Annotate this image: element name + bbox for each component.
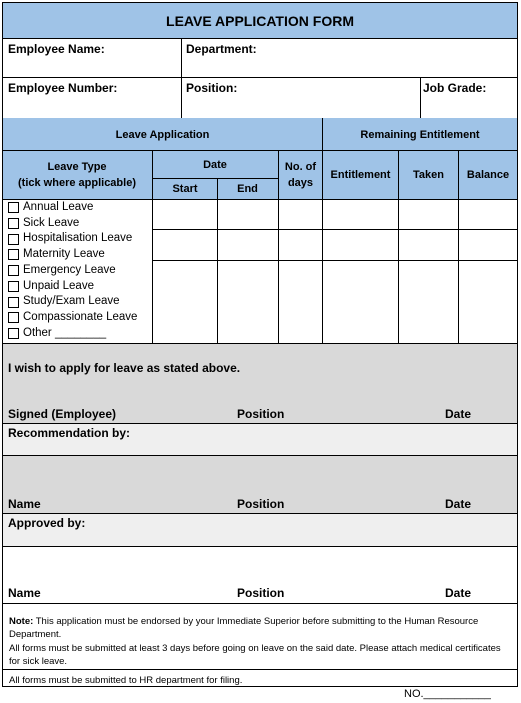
leave-option-hospitalisation[interactable]: Hospitalisation Leave xyxy=(8,231,156,247)
leave-option-study-exam[interactable]: Study/Exam Leave xyxy=(8,294,156,310)
position-label: Position: xyxy=(186,81,238,95)
checkbox-icon[interactable] xyxy=(8,202,19,213)
job-grade-label: Job Grade: xyxy=(423,81,487,95)
checkbox-icon[interactable] xyxy=(8,265,19,276)
approval-position-label: Position xyxy=(237,586,285,600)
section-leave-application: Leave Application xyxy=(115,128,210,141)
leave-option-compassionate[interactable]: Compassionate Leave xyxy=(8,310,156,326)
leave-option-unpaid[interactable]: Unpaid Leave xyxy=(8,279,156,295)
leave-type-header xyxy=(3,151,151,199)
apply-position-label: Position xyxy=(237,407,285,421)
recommendation-position-label: Position xyxy=(237,497,285,511)
checkbox-icon[interactable] xyxy=(8,297,19,308)
checkbox-icon[interactable] xyxy=(8,328,19,339)
taken-header: Taken xyxy=(413,169,444,181)
checkbox-icon[interactable] xyxy=(8,312,19,323)
no-of-days-header xyxy=(279,151,322,199)
end-header: End xyxy=(237,183,258,195)
recommendation-date-label: Date xyxy=(445,497,472,511)
leave-option-other[interactable]: Other ________ xyxy=(8,326,156,342)
approval-date-label: Date xyxy=(445,586,472,600)
employee-name-label: Employee Name: xyxy=(8,42,105,56)
employee-number-label: Employee Number: xyxy=(8,81,118,95)
checkbox-icon[interactable] xyxy=(8,281,19,292)
leave-option-emergency[interactable]: Emergency Leave xyxy=(8,263,156,279)
note-hr-filing: All forms must be submitted to HR department for filing. xyxy=(9,675,243,686)
balance-header: Balance xyxy=(466,169,510,181)
department-label: Department: xyxy=(186,42,257,56)
apply-statement: I wish to apply for leave as stated above. xyxy=(8,361,241,375)
leave-type-header-line2: (tick where applicable) xyxy=(18,177,136,189)
checkbox-icon[interactable] xyxy=(8,234,19,245)
department-field[interactable] xyxy=(3,40,180,76)
recommendation-name-label: Name xyxy=(8,497,41,511)
signed-employee-label: Signed (Employee) xyxy=(8,407,117,421)
approval-name-label: Name xyxy=(8,586,41,600)
checkbox-icon[interactable] xyxy=(8,249,19,260)
leave-option-annual[interactable]: Annual Leave xyxy=(8,200,156,216)
form-title: LEAVE APPLICATION FORM xyxy=(3,3,517,39)
leave-type-list xyxy=(8,200,156,341)
form-number-label: NO.___________ xyxy=(404,688,491,700)
leave-option-sick[interactable]: Sick Leave xyxy=(8,216,156,232)
no-of-days-line2: days xyxy=(287,177,314,189)
note-submission-deadline: All forms must be submitted at least 3 days before going on leave on the said date. Please attach medical certificates for sick leave. xyxy=(9,643,501,667)
leave-type-header-line1: Leave Type xyxy=(47,161,107,173)
checkbox-icon[interactable] xyxy=(8,218,19,229)
leave-application-form xyxy=(2,2,518,687)
date-header: Date xyxy=(203,158,227,171)
approved-by-label: Approved by: xyxy=(8,516,86,530)
recommendation-label: Recommendation by: xyxy=(8,426,131,440)
start-header: Start xyxy=(172,183,198,195)
section-remaining-entitlement: Remaining Entitlement xyxy=(360,128,480,141)
no-of-days-line1: No. of xyxy=(284,161,317,173)
leave-option-maternity[interactable]: Maternity Leave xyxy=(8,247,156,263)
apply-date-label: Date xyxy=(445,407,472,421)
entitlement-header: Entitlement xyxy=(330,169,391,181)
note-endorsement: Note: This application must be endorsed by your Immediate Superior before submitting to the Human Resource Department. xyxy=(9,616,479,640)
